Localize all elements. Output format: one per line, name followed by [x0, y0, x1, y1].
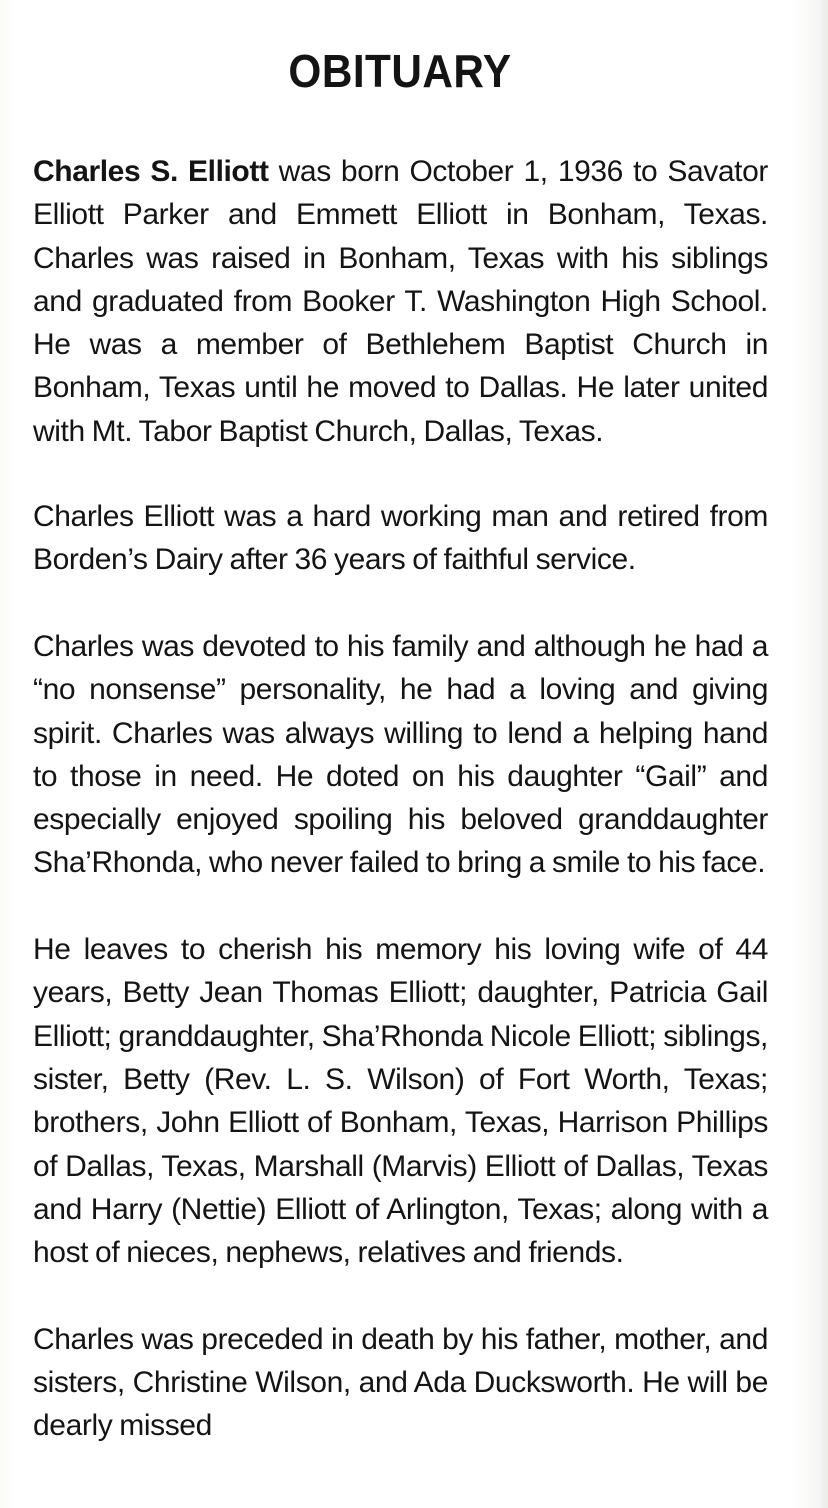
paragraph-survivors: He leaves to cherish his memory his loving wife of 44 years, Betty Jean Thomas Elliott; daughter, Patricia Gail Elliott; granddaughter, Sha’Rhonda Nicole Elliott; siblings, sister, Betty (Rev. L. S. Wilson) of Fort Worth, Texas; brothers, John Elliott of Bonham, Texas, Harrison Phillips of Dallas, Texas, Marshall (Marvis) Elliott of Dallas, Texas and Harry (Nettie) Elliott of Arlington, Texas; along with a host of nieces, nephews, relatives and friends. [33, 933, 768, 1270]
obituary-body [33, 150, 768, 1491]
paragraph-biography [33, 150, 768, 453]
paragraph-preceded: Charles was preceded in death by his father, mother, and sisters, Christine Wilson, and Ada Ducksworth. He will be dearly missed [33, 1322, 768, 1443]
paragraph-character: Charles was devoted to his family and although he had a “no nonsense” personality, he had a loving and giving spirit. Charles was always willing to lend a helping hand to those in need. He doted on his daughter “Gail” and especially enjoyed spoiling his beloved granddaughter Sha’Rhonda, who never failed to bring a smile to his face. [33, 629, 768, 880]
page-title: OBITUARY [288, 45, 512, 97]
paragraph-biography-text: was born October 1, 1936 to Savator Elliott Parker and Emmett Elliott in Bonham, Texas. Charles was raised in Bonham, Texas with his siblings and graduated from Booker T. Washington High School. He was a member of Bethlehem Baptist Church in Bonham, Texas until he moved to Dallas. He later united with Mt. Tabor Baptist Church, Dallas, Texas. [33, 155, 768, 448]
deceased-name: Charles S. Elliott [33, 155, 269, 188]
paragraph-career: Charles Elliott was a hard working man and retired from Borden’s Dairy after 36 years of faithful service. [33, 500, 768, 577]
